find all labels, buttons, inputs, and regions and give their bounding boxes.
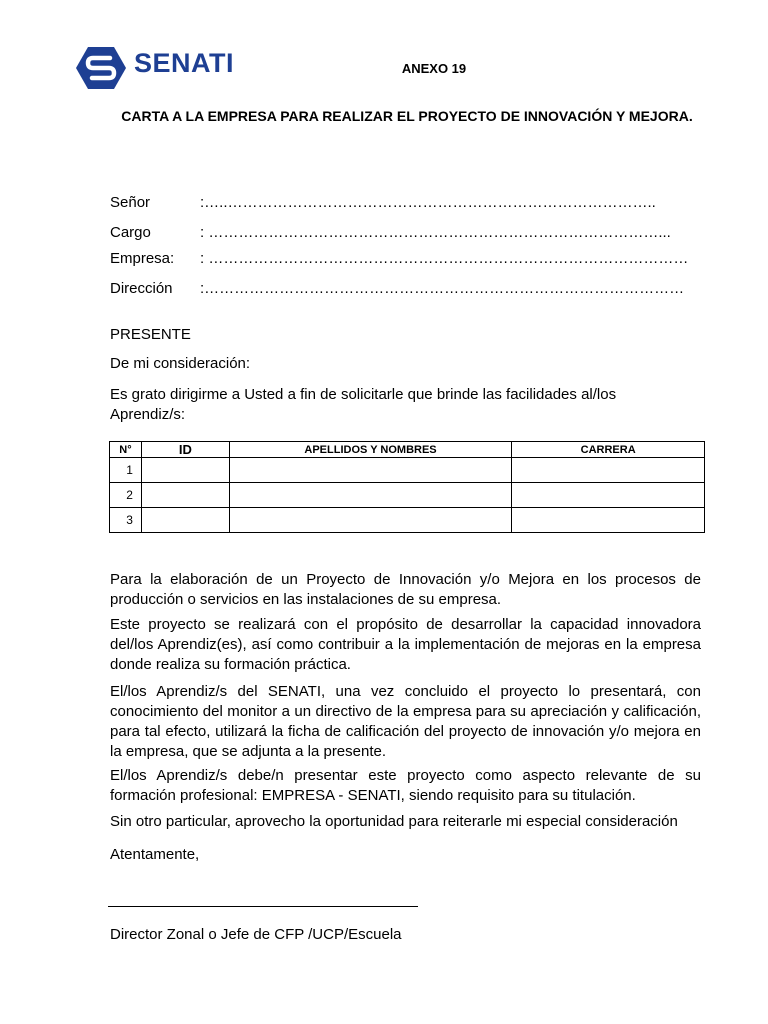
paragraph-4: El/los Aprendiz/s debe/n presentar este proyecto como aspecto relevante de su formación profesional: EMPRESA - SENATI, siendo requisito para su titulación.: [110, 767, 701, 804]
names-cell[interactable]: [229, 508, 512, 533]
field-dots: : ………………………………………………………………………………...: [200, 224, 671, 241]
names-cell[interactable]: [229, 483, 512, 508]
table-row: [110, 508, 705, 533]
row-number: 3: [110, 508, 142, 533]
row-number: 1: [110, 458, 142, 483]
header-career: CARRERA: [512, 442, 705, 458]
signature-line: [108, 906, 418, 907]
intro-paragraph: Es grato dirigirme a Usted a fin de solicitarle que brinde las facilidades al/los Aprendiz/s:: [110, 386, 617, 423]
consideracion-text: De mi consideración:: [110, 355, 251, 372]
document-title: CARTA A LA EMPRESA PARA REALIZAR EL PROYECTO DE INNOVACIÓN Y MEJORA.: [121, 108, 693, 124]
career-cell[interactable]: [512, 483, 705, 508]
paragraph-2: Este proyecto se realizará con el propósito de desarrollar la capacidad innovadora del/los Aprendiz(es), así como contribuir a la implementación de mejoras en la empresa donde realiza su formación práctica.: [110, 616, 701, 673]
paragraph-1: Para la elaboración de un Proyecto de Innovación y/o Mejora en los procesos de producción o servicios en las instalaciones de su empresa.: [110, 571, 701, 608]
paragraph-5: Sin otro particular, aprovecho la oportunidad para reiterarle mi especial consideración: [110, 813, 678, 830]
row-number: 2: [110, 483, 142, 508]
header-names: APELLIDOS Y NOMBRES: [229, 442, 512, 458]
table-row: [110, 483, 705, 508]
closing-text: Atentamente,: [110, 846, 200, 863]
field-direccion: [110, 280, 706, 298]
field-dots: :…..…………………………………………………………………………..: [200, 194, 656, 211]
id-cell[interactable]: [141, 458, 229, 483]
field-dots: :……………………………………………………………………………………: [200, 280, 685, 297]
header-number: N°: [110, 442, 142, 458]
field-label: Señor: [110, 194, 151, 211]
field-label: Dirección: [110, 280, 173, 297]
signature-caption: Director Zonal o Jefe de CFP /UCP/Escuela: [110, 926, 402, 943]
career-cell[interactable]: [512, 458, 705, 483]
names-cell[interactable]: [229, 458, 512, 483]
field-dots: : ……………………………………………………………………………………: [200, 250, 689, 267]
field-senor: [110, 194, 706, 212]
field-label: Cargo: [110, 224, 151, 241]
apprentice-table: [109, 441, 705, 533]
presente-text: PRESENTE: [110, 326, 191, 343]
id-cell[interactable]: [141, 483, 229, 508]
logo-text: SENATI: [134, 48, 235, 78]
field-empresa: [110, 250, 706, 268]
annex-label: ANEXO 19: [401, 61, 467, 76]
id-cell[interactable]: [141, 508, 229, 533]
field-cargo: [110, 224, 706, 242]
table-header-row: [110, 442, 705, 458]
table-row: [110, 458, 705, 483]
career-cell[interactable]: [512, 508, 705, 533]
header-id: ID: [141, 442, 229, 458]
field-label: Empresa:: [110, 250, 175, 267]
paragraph-3: El/los Aprendiz/s del SENATI, una vez concluido el proyecto lo presentará, con conocimiento del monitor a un directivo de la empresa para su apreciación y calificación, para tal efecto, utilizará la ficha de calificación del proyecto de innovación y/o mejora en la empresa, que se adjunta a la presente.: [110, 683, 701, 760]
